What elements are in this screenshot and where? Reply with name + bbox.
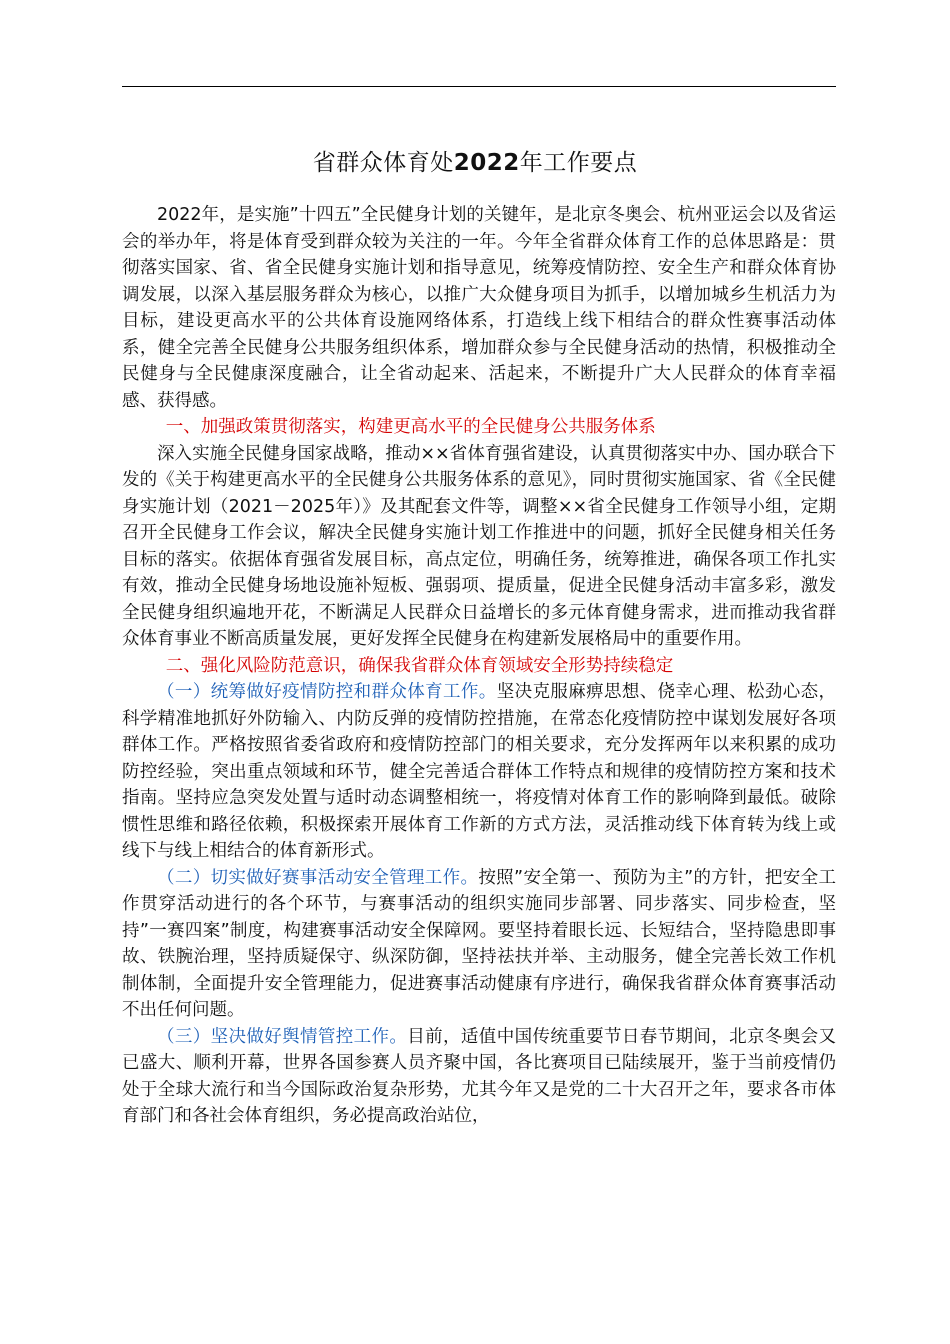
document-title: [0, 146, 950, 180]
subsection-3-body: 目前，适值中国传统重要节日春节期间，北京冬奥会又已盛大、顺利开幕，世界各国参赛人员齐聚中国，各比赛项目已陆续展开，鉴于当前疫情仍处于全球大流行和当今国际政治复杂形势，尤其今年又是党的二十大召开之年，要求各市体育部门和各社会体育组织，务必提高政治站位，: [122, 1026, 836, 1126]
title-year: 2022: [453, 150, 520, 176]
subsection-2-body: 按照”安全第一、预防为主”的方针，把安全工作贯穿活动进行的各个环节，与赛事活动的组织实施同步部署、同步落实、同步检查，坚持”一赛四案”制度，构建赛事活动安全保障网。要坚持着眼长远、长短结合，坚持隐患即事故、铁腕治理，坚持质疑保守、纵深防御，坚持祛扶并举、主动服务，健全完善长效工作机制体制，全面提升安全管理能力，促进赛事活动健康有序进行，确保我省群众体育赛事活动不出任何问题。: [122, 867, 836, 1020]
document-body: [122, 202, 836, 1130]
subsection-1-body: 坚决克服麻痹思想、侥幸心理、松劲心态，科学精准地抓好外防输入、内防反弹的疫情防控措施，在常态化疫情防控中谋划发展好各项群体工作。严格按照省委省政府和疫情防控部门的相关要求，充分发挥两年以来积累的成功防控经验，突出重点领域和环节，健全完善适合群体工作特点和规律的疫情防控方案和技术指南。坚持应急突发处置与适时动态调整相统一，将疫情对体育工作的影响降到最低。破除惯性思维和路径依赖，积极探索开展体育工作新的方式方法，灵活推动线下体育转为线上或线下与线上相结合的体育新形式。: [122, 682, 837, 861]
section-1-paragraph: 深入实施全民健身国家战略，推动××省体育强省建设，认真贯彻落实中办、国办联合下发的《关于构建更高水平的全民健身公共服务体系的意见》，同时贯彻实施国家、省《全民健身实施计划（2021－2025年）》及其配套文件等，调整××省全民健身工作领导小组，定期召开全民健身工作会议，解决全民健身实施计划工作推进中的问题，抓好全民健身相关任务目标的落实。依据体育强省发展目标，高点定位，明确任务，统筹推进，确保各项工作扎实有效，推动全民健身场地设施补短板、强弱项、提质量，促进全民健身活动丰富多彩，激发全民健身组织遍地开花，不断满足人民群众日益增长的多元体育健身需求，进而推动我省群众体育事业不断高质量发展，更好发挥全民健身在构建新发展格局中的重要作用。: [122, 443, 836, 649]
subsection-1-paragraph: [122, 679, 836, 865]
title-prefix: 省群众体育处: [312, 150, 454, 176]
title-suffix: 年工作要点: [519, 150, 638, 176]
subsection-2-lead: （二）切实做好赛事活动安全管理工作。: [157, 867, 479, 888]
header-rule: [122, 86, 836, 87]
subsection-3-lead: （三）坚决做好舆情管控工作。: [157, 1026, 408, 1047]
section-2-heading: 二、强化风险防范意识，确保我省群众体育领域安全形势持续稳定: [165, 655, 674, 676]
subsection-1-lead: （一）统筹做好疫情防控和群众体育工作。: [157, 682, 497, 702]
subsection-2-paragraph: [122, 865, 836, 1024]
intro-paragraph: 2022年，是实施”十四五”全民健身计划的关键年，是北京冬奥会、杭州亚运会以及省运会的举办年，将是体育受到群众较为关注的一年。今年全省群众体育工作的总体思路是：贯彻落实国家、省、省全民健身实施计划和指导意见，统筹疫情防控、安全生产和群众体育协调发展，以深入基层服务群众为核心，以推广大众健身项目为抓手，以增加城乡生机活力为目标，建设更高水平的公共体育设施网络体系，打造线上线下相结合的群众性赛事活动体系，健全完善全民健身公共服务组织体系，增加群众参与全民健身活动的热情，积极推动全民健身与全民健康深度融合，让全省动起来、活起来，不断提升广大人民群众的体育幸福感、获得感。: [122, 205, 836, 411]
section-1-heading: 一、加强政策贯彻落实，构建更高水平的全民健身公共服务体系: [165, 417, 656, 437]
subsection-3-paragraph: [122, 1024, 836, 1130]
